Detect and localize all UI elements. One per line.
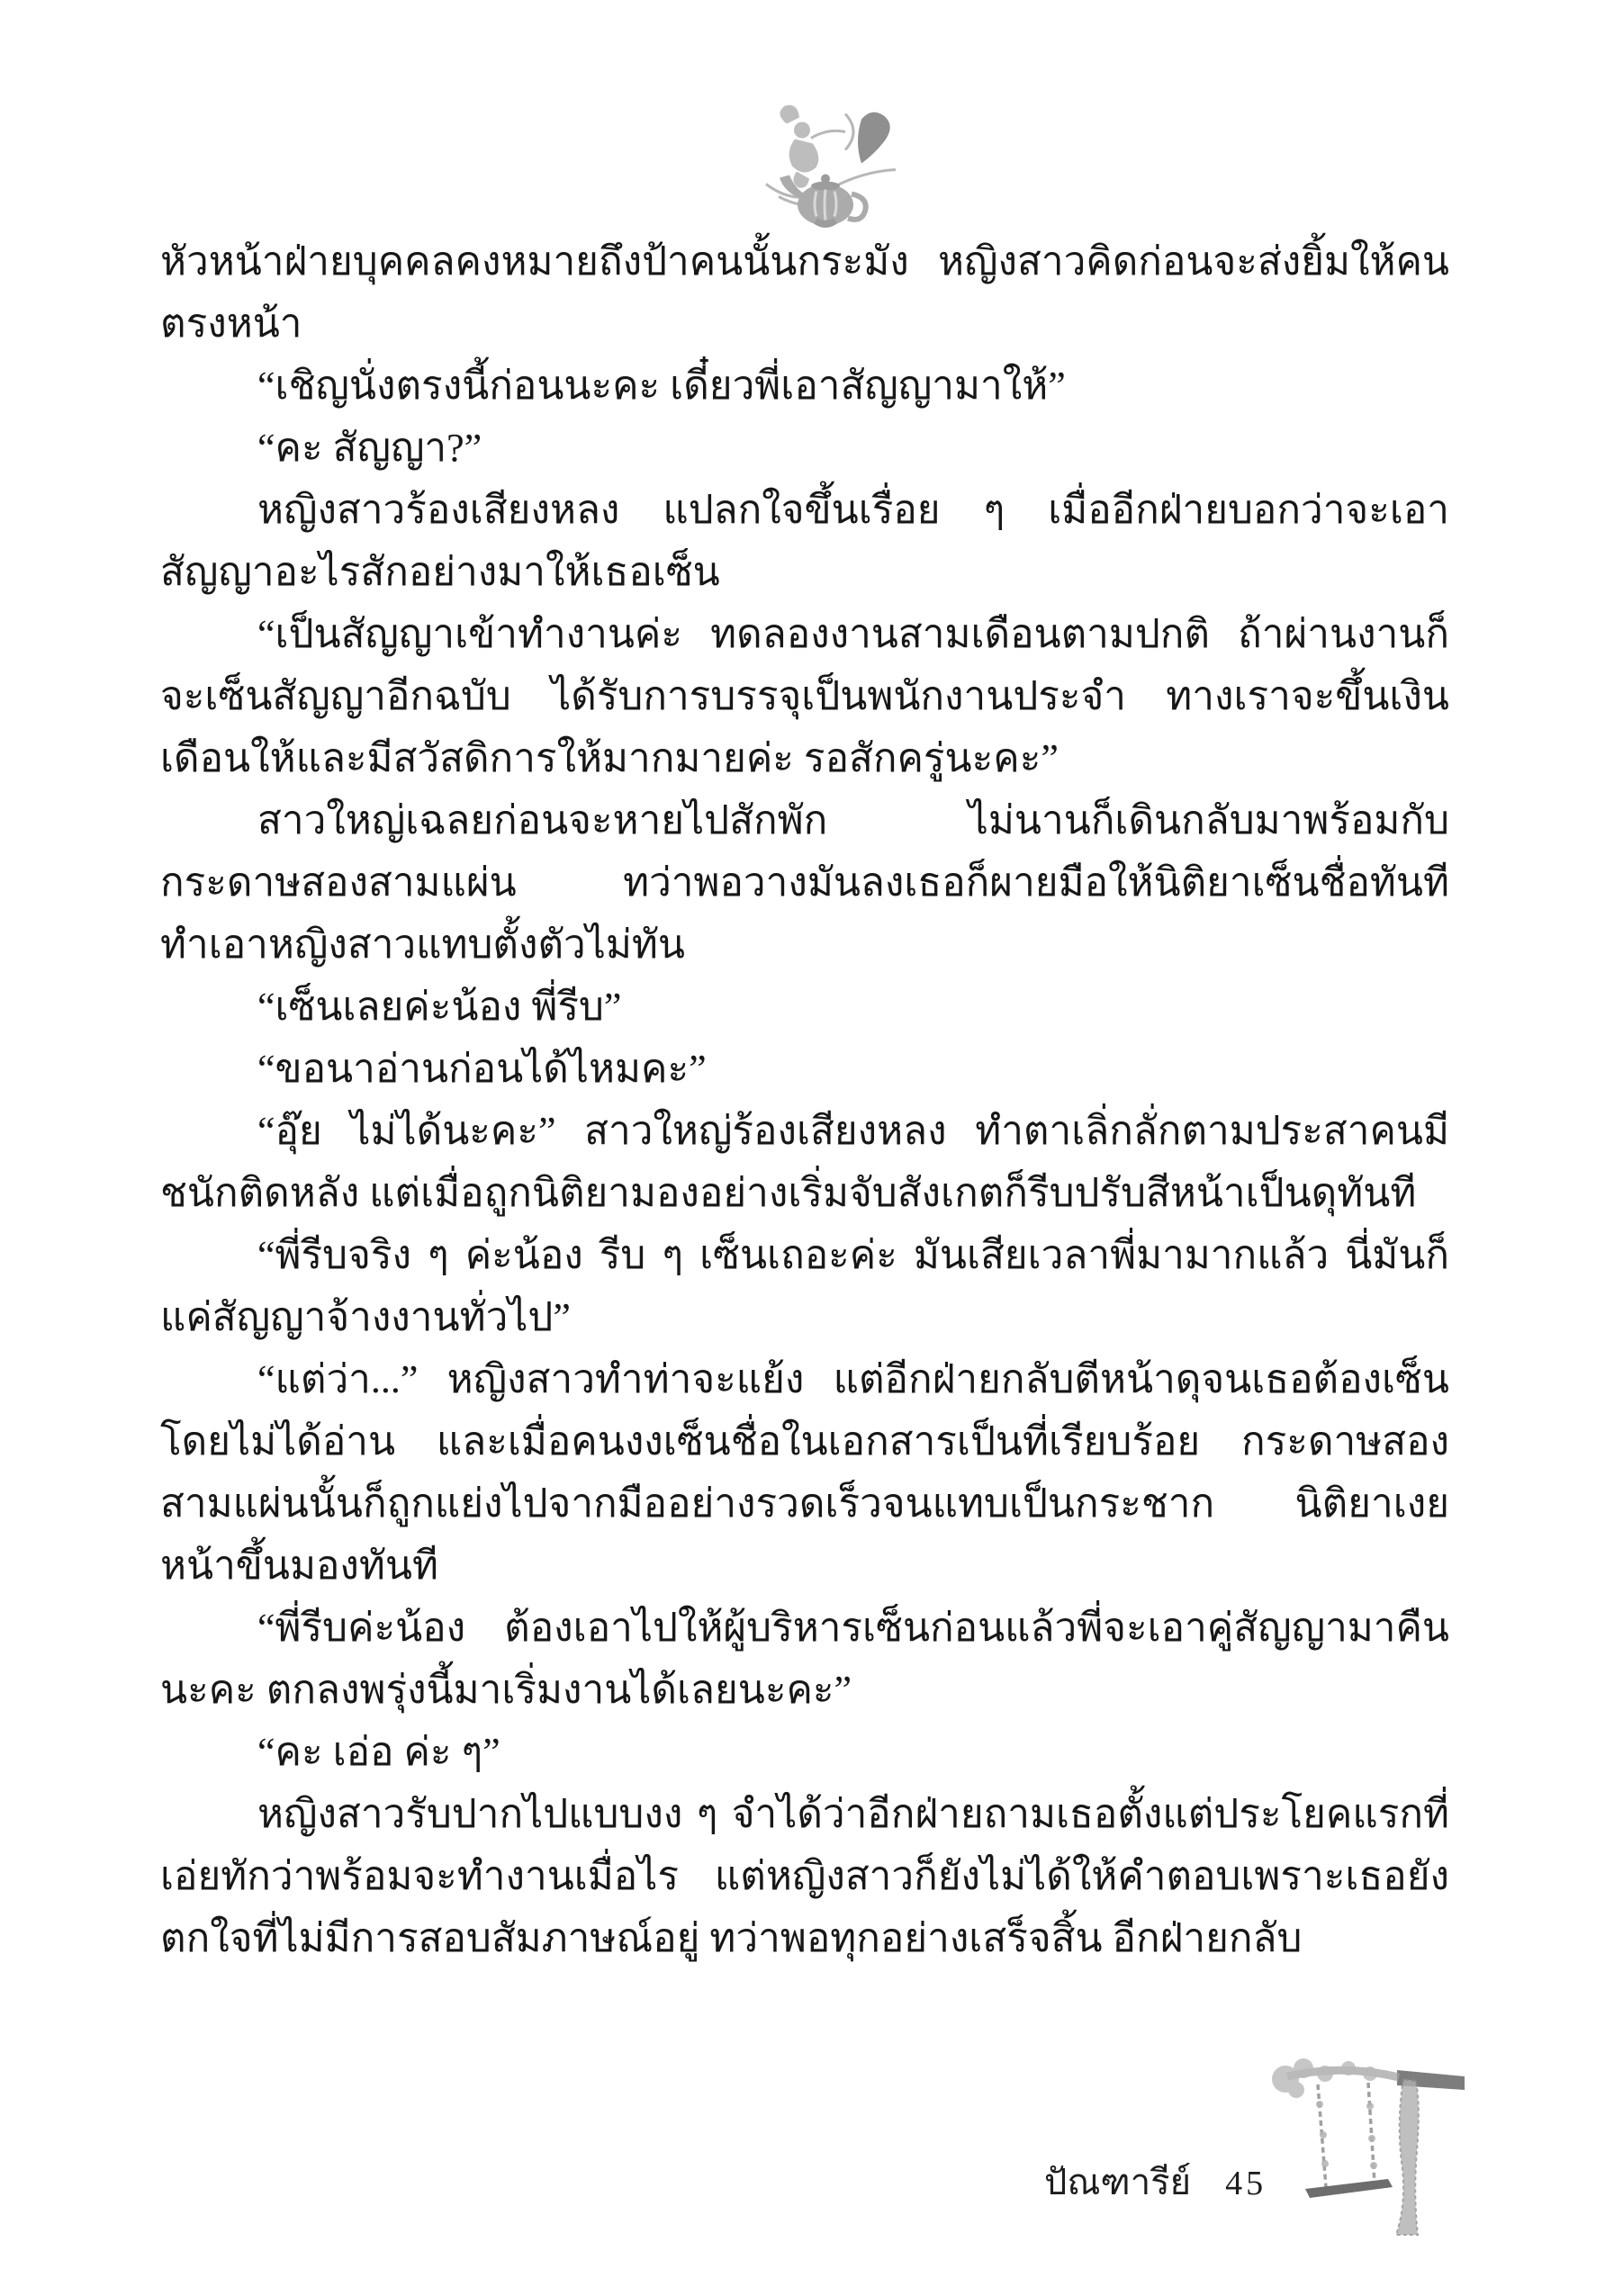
paragraph: สาวใหญ่เฉลยก่อนจะหายไปสักพัก ไม่นานก็เดินกลับมาพร้อมกับกระดาษสองสามแผ่น ทว่าพอวางมันลงเธอก็ผายมือให้นิติยาเซ็นชื่อทันที ทำเอาหญิงสาวแทบตั้งตัวไม่ทัน <box>160 798 1449 967</box>
paragraph: “พี่รีบจริง ๆ ค่ะน้อง รีบ ๆ เซ็นเถอะค่ะ มันเสียเวลาพี่มามากแล้ว นี่มันก็แค่สัญญาจ้างงานทั่วไป” <box>160 1233 1449 1339</box>
paragraph: “แต่ว่า...” หญิงสาวทำท่าจะแย้ง แต่อีกฝ่ายกลับตีหน้าดุจนเธอต้องเซ็นโดยไม่ได้อ่าน และเมื่อคนงงเซ็นชื่อในเอกสารเป็นที่เรียบร้อย กระดาษสองสามแผ่นนั้นก็ถูกแย่งไปจากมืออย่างรวดเร็วจนแทบเป็นกระชาก นิติยาเงยหน้าขึ้นมองทันที <box>160 1357 1449 1588</box>
paragraph: “คะ เอ่อ ค่ะ ๆ” <box>257 1730 500 1774</box>
paragraph: “เป็นสัญญาเข้าทำงานค่ะ ทดลองงานสามเดือนตามปกติ ถ้าผ่านงานก็จะเซ็นสัญญาอีกฉบับ ได้รับการบรรจุเป็นพนักงานประจำ ทางเราจะขึ้นเงินเดือนให้และมีสวัสดิการให้มากมายค่ะ รอสักครู่นะคะ” <box>160 612 1449 780</box>
page-body-text <box>160 230 1449 1969</box>
paragraph: “คะ สัญญา?” <box>257 426 482 470</box>
paragraph: “เซ็นเลยค่ะน้อง พี่รีบ” <box>257 985 622 1029</box>
paragraph: “พี่รีบค่ะน้อง ต้องเอาไปให้ผู้บริหารเซ็นก่อนแล้วพี่จะเอาคู่สัญญามาคืนนะคะ ตกลงพรุ่งนี้มาเริ่มงานได้เลยนะคะ” <box>160 1606 1449 1712</box>
page-footer <box>1044 2153 1267 2210</box>
author-name: ปัณฑารีย์ <box>1044 2162 1192 2202</box>
paragraph: หญิงสาวรับปากไปแบบงง ๆ จำได้ว่าอีกฝ่ายถามเธอตั้งแต่ประโยคแรกที่เอ่ยทักว่าพร้อมจะทำงานเมื่อไร แต่หญิงสาวก็ยังไม่ได้ให้คำตอบเพราะเธอยังตกใจที่ไม่มีการสอบสัมภาษณ์อยู่ ทว่าพอทุกอย่างเสร็จสิ้น อีกฝ่ายกลับ <box>160 1792 1449 1960</box>
paragraph: “ขอนาอ่านก่อนได้ไหมคะ” <box>257 1047 707 1091</box>
tree-swing-ornament-icon <box>1262 2052 1465 2237</box>
paragraph: “อุ๊ย ไม่ได้นะคะ” สาวใหญ่ร้องเสียงหลง ทำตาเลิ่กลั่กตามประสาคนมีชนักติดหลัง แต่เมื่อถูกนิติยามองอย่างเริ่มจับสังเกตก็รีบปรับสีหน้าเป็นดุทันที <box>160 1109 1449 1215</box>
cupid-teapot-ornament-icon <box>759 95 903 235</box>
page-number: 45 <box>1225 2165 1267 2202</box>
paragraph: หัวหน้าฝ่ายบุคคลคงหมายถึงป้าคนนั้นกระมัง หญิงสาวคิดก่อนจะส่งยิ้มให้คนตรงหน้า <box>160 239 1449 346</box>
paragraph: หญิงสาวร้องเสียงหลง แปลกใจขึ้นเรื่อย ๆ เมื่ออีกฝ่ายบอกว่าจะเอาสัญญาอะไรสักอย่างมาให้เธอเซ็น <box>160 488 1449 594</box>
paragraph: “เชิญนั่งตรงนี้ก่อนนะคะ เดี๋ยวพี่เอาสัญญามาให้” <box>257 364 1066 408</box>
